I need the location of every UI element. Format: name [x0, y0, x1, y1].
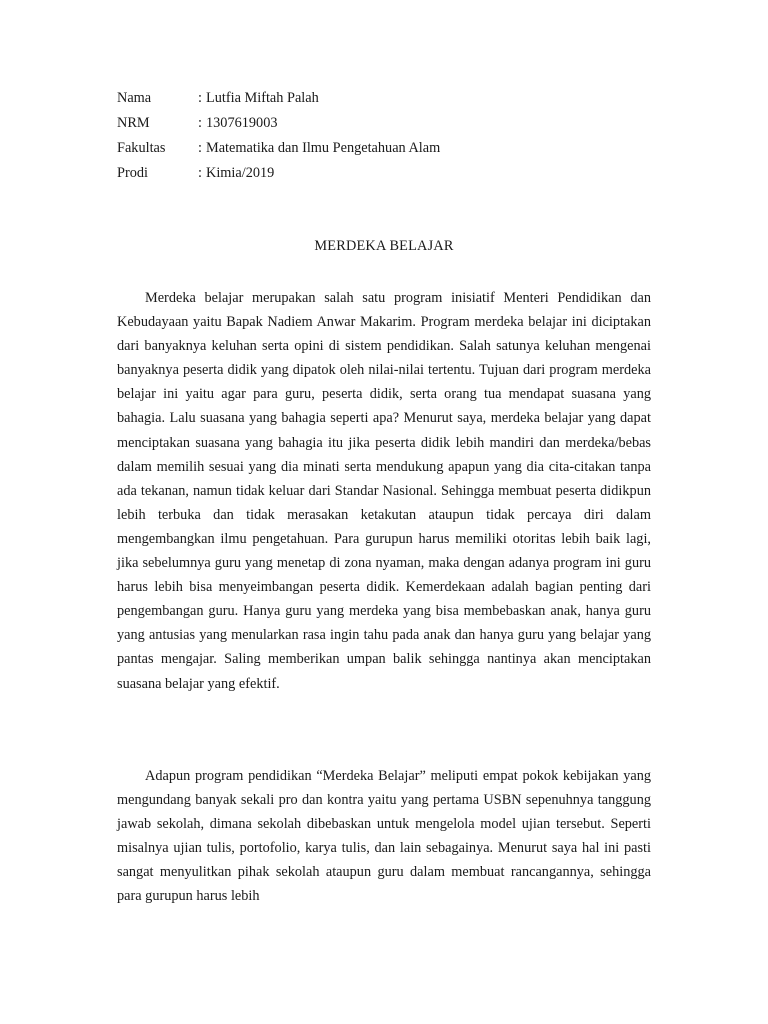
body-paragraph: Merdeka belajar merupakan salah satu program inisiatif Menteri Pendidikan dan Kebudayaan yaitu Bapak Nadiem Anwar Makarim. Program merdeka belajar ini diciptakan dari banyaknya keluhan serta opini di sistem pendidikan. Salah satunya keluhan mengenai banyaknya peserta didik yang dipatok oleh nilai-nilai tertentu. Tujuan dari program merdeka belajar ini yaitu agar para guru, peserta didik, serta orang tua mendapat suasana yang bahagia. Lalu suasana yang bahagia seperti apa? Menurut saya, merdeka belajar yang dapat menciptakan suasana yang bahagia itu jika peserta didik lebih mandiri dan merdeka/bebas dalam memilih sesuai yang dia minati serta mendukung apapun yang dia cita-citakan tanpa ada tekanan, namun tidak keluar dari Standar Nasional. Sehingga membuat peserta didikpun lebih terbuka dan tidak merasakan ketakutan ataupun tidak percaya diri dalam mengembangkan ilmu pengetahuan. Para gurupun harus memiliki otoritas lebih baik lagi, jika sebelumnya guru yang menetap di zona nyaman, maka dengan adanya program ini guru harus lebih bisa menyeimbangan peserta didik. Kemerdekaan adalah bagian penting dari pengembangan guru. Hanya guru yang merdeka yang bisa membebaskan anak, hanya guru yang antusias yang menularkan rasa ingin tahu pada anak dan hanya guru yang belajar yang pantas mengajar. Saling memberikan umpan balik sehingga nantinya akan menciptakan suasana belajar yang efektif. [117, 290, 651, 692]
identity-separator: : [198, 90, 202, 106]
identity-value: Kimia/2019 [206, 165, 275, 181]
identity-value: Lutfia Miftah Palah [206, 90, 319, 106]
identity-row-prodi [117, 161, 657, 186]
identity-separator: : [198, 165, 202, 181]
identity-row-nrm [117, 111, 657, 136]
identity-separator: : [198, 115, 202, 131]
identity-value: Matematika dan Ilmu Pengetahuan Alam [206, 140, 441, 156]
identity-label: NRM [117, 115, 150, 131]
body-paragraph: Adapun program pendidikan “Merdeka Belajar” meliputi empat pokok kebijakan yang mengundang banyak sekali pro dan kontra yaitu yang pertama USBN sepenuhnya tanggung jawab sekolah, dimana sekolah dibebaskan untuk mengelola model ujian tersebut. Seperti misalnya ujian tulis, portofolio, karya tulis, dan lain sebagainya. Menurut saya hal ini pasti sangat menyulitkan pihak sekolah ataupun guru dalam membuat rancangannya, sehingga para gurupun harus lebih [117, 768, 651, 905]
document-title: MERDEKA BELAJAR [314, 238, 454, 254]
identity-row-fakultas [117, 136, 657, 161]
identity-separator: : [198, 140, 202, 156]
identity-label: Nama [117, 90, 152, 106]
identity-row-nama [117, 86, 657, 111]
identity-value: 1307619003 [206, 115, 278, 131]
identity-label: Fakultas [117, 140, 166, 156]
identity-block [117, 86, 657, 186]
identity-label: Prodi [117, 165, 148, 181]
